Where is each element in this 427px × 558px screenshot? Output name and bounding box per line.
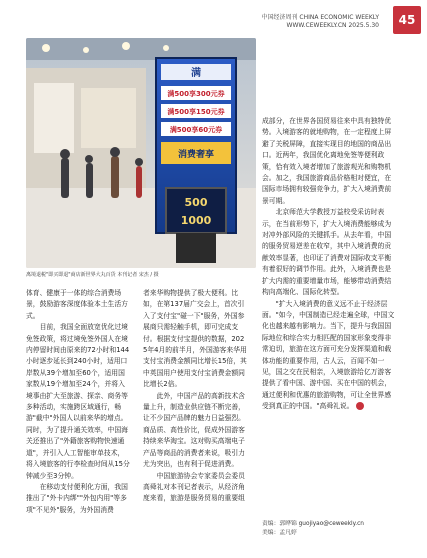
paragraph: 目前，我国全面放宽优化过境免签政策，将过境免签外国人在境内停留时间由原来的72小时和144小时逐步延长到240小时，适用口岸数从39个增加至60个，适用国家数从19个增加至24个，并将入境事由扩大至旅游、探亲、商务等多种活动，实施跨区域通行，畅游"截中"外国人以前来华的增点。同时，为了提升通关效率，中国海关还推出了"外籍旅客购物快速通道"，并引入人工智能审单技术，将入境旅客的行李检查时间从15分钟减少至3分钟。 bbox=[26, 323, 130, 480]
paragraph: 在移动支付便利化方面，我国推出了"外卡内绑""外包内用"等多项"不见外"服务，为外国消费 bbox=[26, 482, 128, 514]
photo-caption: 离境退税"即买即退"商店新世界大丸百货 本刊记者 宋杰 / 摄 bbox=[26, 272, 159, 278]
paragraph: 中国旅游协会专家委员会委员高舜礼对本刊记者表示，从经济角度来看，旅游是服务贸易的重要组 bbox=[143, 471, 245, 503]
sign-line4: 满500享60元券 bbox=[169, 126, 223, 134]
paragraph: 此外，中国产品的高新技术含量上升，制造业供应链不断完善，让不少国产品牌的魅力日益强烈。商品质、高性价比，促成外国游客持续来华淘宝。这对购买高端电子产品等商品的消费者来说，吸引力尤为突出，也有利于促进消费。 bbox=[143, 391, 245, 469]
paragraph: 北京师范大学教授万益校受采访时表示，在当前形势下，扩大入境消费能够成为对冲外部风险的关键抓手。从去年看，中国的服务贸易逆差在收窄，其中入境消费的贡献效率显著，也印证了消费对国际收支平衡有着很好的调节作用。此外，入境消费也是扩大内需的重要增量市场，能够带动消费结构向高端化、国际化转型。 bbox=[262, 208, 392, 297]
masthead-issue: WWW.CEWEEKLY.CN 2025.5.30 bbox=[286, 22, 379, 29]
sign-amount2: 1000 bbox=[180, 214, 212, 227]
masthead-title: 中国经济周刊 CHINA ECONOMIC WEEKLY bbox=[261, 14, 379, 21]
masthead bbox=[262, 14, 380, 30]
editor-credit: 责编：郭晔锦 guojiyao@ceweekly.cn bbox=[262, 521, 364, 527]
paragraph: 体育、健康于一体的综合消费场景，鼓励游客深度体验本土生活方式。 bbox=[26, 289, 128, 320]
sign-line3: 满500享150元券 bbox=[167, 108, 225, 116]
credits bbox=[262, 520, 364, 538]
text-column-2 bbox=[143, 288, 248, 505]
sign-amount: 500 bbox=[184, 196, 208, 209]
sign-line1: 满 bbox=[191, 68, 201, 79]
text-column-1 bbox=[26, 288, 131, 516]
photo-illustration bbox=[26, 38, 256, 268]
text-column-3 bbox=[262, 116, 397, 413]
paragraph: 成部分，在世界各国贸易往来中具有独特优势。入境游客的就地购物，在一定程度上屏避了关税屏障，直接实现目的地国的商品出口。近两年，我国优化离地免签等便利政策，恰有效入境者增加了旅游观光和购物机会。加之，我国旅游商品价格相对便宜，在国际市场拥有较强竞争力，扩大入境消费前景可期。 bbox=[262, 117, 392, 205]
page-header bbox=[0, 0, 427, 34]
sign-line5: 消费奢享 bbox=[177, 150, 215, 160]
page-number: 45 bbox=[393, 6, 421, 34]
paragraph bbox=[262, 299, 397, 413]
sign-line2: 满500享300元券 bbox=[167, 90, 225, 98]
store-photo bbox=[26, 38, 256, 268]
closing-paragraph-text: "扩大入境消费的意义远不止于经济层面。"如今，中国制造已经走遍全球，中国文化也越来越有影响力。当下，提升与我国国际地位和综合实力相匹配的国家形象变得非常迫切，旅游在这方面可充分发挥渠道和载体功能的重要作用，古人云，百闻不如一见，国之交在民相亲，入境旅游给亿万游客提供了看中国、游中国、买在中国的机会，通过便利和优惠的旅游购物，可让全世界感受到真正的中国。"高舜礼说。 bbox=[262, 299, 395, 411]
art-credit: 美编：孟凡婷 bbox=[262, 530, 297, 536]
end-mark-icon bbox=[356, 402, 364, 410]
paragraph: 者来华购物提供了极大便利。比如，在第137届广交会上，首次引入了支付宝"碰一下"服务，外国参展商只需轻触手机，即可完成支付。根据支付宝提供的数据，2025年4月的前半月，外国游客来华用支付宝消费金额同比增长15倍，其中英国用户使用支付宝消费金额同比增长2倍。 bbox=[143, 289, 247, 389]
